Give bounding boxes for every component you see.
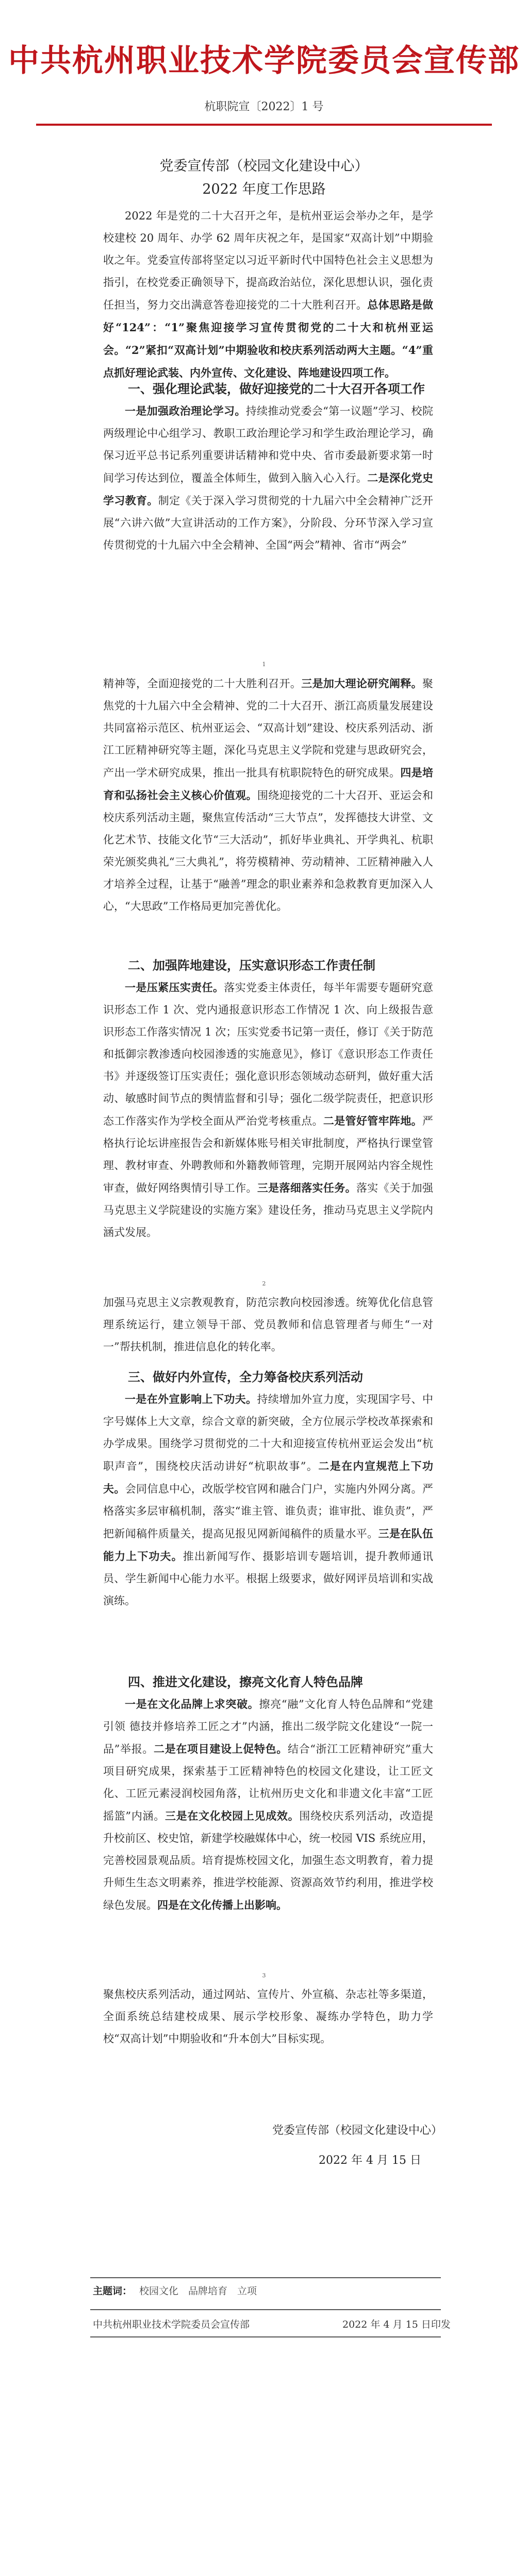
s4-bold1: 一是在文化品牌上求突破。 bbox=[125, 1698, 259, 1710]
section3-heading: 三、做好内外宣传，全力筹备校庆系列活动 bbox=[128, 1370, 363, 1384]
footer-top-rule bbox=[90, 2277, 441, 2278]
intro-bold: 总体思路是做好“124”：“1”聚焦迎接学习宣传贯彻党的二十大和杭州亚运会。“2”紧扣“双高计划”中期验收和校庆系列活动两大主题。“4”重点抓好理论武装、内外宣传、文化建设、阵地建设四项工作。 bbox=[103, 298, 434, 379]
s2-text3: 落实《关于加强马克思主义学院建设的实施方案》建设任务，推动马克思主义学院内涵式发展。 bbox=[103, 1182, 434, 1239]
section1-paragraph1 bbox=[103, 400, 433, 556]
signoff-date: 2022 年 4 月 15 日 bbox=[319, 2154, 421, 2167]
section2-paragraph2 bbox=[103, 1292, 433, 1358]
signoff-department: 党委宣传部（校园文化建设中心） bbox=[272, 2124, 443, 2137]
section4-heading: 四、推进文化建设，擦亮文化育人特色品牌 bbox=[128, 1675, 363, 1689]
keywords-line bbox=[93, 2283, 257, 2297]
s2-text4: 加强马克思主义宗教观教育，防范宗教向校园渗透。统筹优化信息管理系统运行，建立领导干部、党员教师和信息管理者与师生“一对一”帮扶机制，推进信息化的转化率。 bbox=[103, 1296, 433, 1353]
s1-text1: 持续推动党委会“第一议题”学习、校院两级理论中心组学习、教职工政治理论学习和学生政治理论学习，确保习近平总书记系列重要讲话精神和党中央、省市委最新要求第一时间学习传达到位，覆盖全体师生，做到入脑入心入行。 bbox=[103, 405, 433, 484]
keywords-value: 校园文化 品牌培育 立项 bbox=[139, 2285, 257, 2297]
s4-text3: 围绕校庆系列活动，改造提升校前区、校史馆，新建学校融媒体中心，统一校园 VIS 系统应用，完善校园景观品质。培育提炼校园文化，加强生态文明教育，着力提升师生生态文明素养，推进学校能源、资源高效节约利用，推进学校绿色发展。 bbox=[103, 1810, 434, 1911]
s1-text4: 聚焦党的十九届六中全会精神、党的二十大召开、浙江高质量发展建设共同富裕示范区、杭州亚运会、“双高计划”建设、校庆系列活动、浙江工匠精神研究等主题，深化马克思主义学院和党建与思政研究会，产出一学术研究成果，推出一批具有杭职院特色的研究成果。 bbox=[103, 677, 434, 779]
s4-bold3: 三是在文化校园上见成效。 bbox=[164, 1809, 300, 1822]
s1-bold3: 三是加大理论研究阐释。 bbox=[301, 677, 423, 690]
footer-middle-rule bbox=[90, 2309, 441, 2310]
s3-bold1: 一是在外宣影响上下功夫。 bbox=[125, 1393, 257, 1405]
footer-issuer: 中共杭州职业技术学院委员会宣传部 bbox=[93, 2319, 250, 2330]
section2-paragraph1 bbox=[103, 976, 433, 1244]
footer-print-date: 2022 年 4 月 15 日印发 bbox=[342, 2319, 451, 2330]
s4-text2: 结合“浙江工匠精神研究”重大项目研究成果，探索基于工匠精神特色的校园文化建设，让工匠文化、工匠元素浸润校园角落，让杭州历史文化和非遗文化丰富“工匠摇篮”内涵。 bbox=[103, 1743, 433, 1822]
s1-text2: 制定《关于深入学习贯彻党的十九届六中全会精神广泛开展“六讲六做”大宣讲活动的工作方案》，分阶段、分环节深入学习宣传贯彻党的十九届六中全会精神、全国“两会”精神、省市“两会” bbox=[103, 495, 434, 551]
s1-bold2: 二是深化党史学习教育。 bbox=[103, 471, 434, 507]
intro-paragraph bbox=[103, 205, 433, 384]
s3-bold2: 二是在内宣规范上下功夫。 bbox=[103, 1460, 433, 1495]
page-number-3: 3 bbox=[262, 1972, 266, 1979]
s3-bold3: 三是在队伍能力上下功夫。 bbox=[103, 1527, 434, 1563]
section4-paragraph2 bbox=[103, 1984, 433, 2050]
section4-paragraph1 bbox=[103, 1693, 433, 1917]
s4-bold4: 四是在文化传播上出影响。 bbox=[157, 1899, 287, 1911]
section1-paragraph2 bbox=[103, 672, 433, 918]
keywords-label: 主题词： bbox=[93, 2285, 133, 2297]
s1-text3: 精神等，全面迎接党的二十大胜利召开。 bbox=[103, 677, 302, 690]
page-number-2: 2 bbox=[262, 1280, 266, 1287]
s2-bold2: 二是管好管牢阵地。 bbox=[323, 1114, 423, 1127]
section3-paragraph bbox=[103, 1388, 433, 1612]
s3-text3: 推出新闻写作、摄影培训专题培训，提升教师通讯员、学生新闻中心能力水平。根据上级要求，做好网评员培训和实战演练。 bbox=[103, 1550, 433, 1607]
s3-text2: 会同信息中心，改版学校官网和融合门户，实施内外网分离。严格落实多层审稿机制，落实“谁主管、谁负责；谁审批、谁负责”，严把新闻稿件质量关，提高见报见网新闻稿件的质量水平。 bbox=[103, 1483, 434, 1540]
s2-text2: 严格执行论坛讲座报告会和新媒体账号相关审批制度，严格执行课堂管理、教材审查、外聘教师和外籍教师管理，完期开展网站内容全规性审查，做好网络舆情引导工作。 bbox=[103, 1115, 434, 1194]
section1-heading: 一、强化理论武装，做好迎接党的二十大召开各项工作 bbox=[128, 382, 425, 396]
s3-text1: 持续增加外宣力度，实现国字号、中字号媒体上大文章，综合文章的新突破，全方位展示学校改革探索和办学成果。围绕学习贯彻党的二十大和迎接宣传杭州亚运会发出“杭职声音”，围绕校庆活动讲好“杭职故事”。 bbox=[103, 1393, 434, 1472]
s2-bold3: 三是落细落实任务。 bbox=[257, 1181, 356, 1194]
page-number-1: 1 bbox=[262, 661, 266, 668]
intro-text: 2022 年是党的二十大召开之年，是杭州亚运会举办之年，是学校建校 20 周年、办学 62 周年庆祝之年，是国家“双高计划”中期验收之年。党委宣传部将坚定以习近平新时代中国特色社会主义思想为指引，在校党委正确领导下，提高政治站位，深化思想认识，强化责任担当，努力交出满意答卷迎接党的二十大胜利召开。 bbox=[103, 210, 433, 311]
s1-text5: 围绕迎接党的二十大召开、亚运会和校庆系列活动主题，聚焦宣传活动“三大节点”，发挥德技大讲堂、文化艺术节、技能文化节“三大活动”，抓好毕业典礼、开学典礼、杭职荣光颁奖典礼“三大典礼”，将劳模精神、劳动精神、工匠精神融入人才培养全过程，让基于“融善”理念的职业素养和急救教育更加深入人心，“大思政”工作格局更加完善优化。 bbox=[103, 789, 433, 912]
footer-bottom-rule bbox=[90, 2336, 441, 2337]
document-title-line2: 2022 年度工作思路 bbox=[202, 181, 326, 197]
s1-bold4: 四是培育和弘扬社会主义核心价值观。 bbox=[103, 766, 434, 802]
s4-text4: 聚焦校庆系列活动，通过网站、宣传片、外宣稿、杂志社等多渠道，全面系统总结建校成果、展示学校形象、凝练办学特色，助力学校“双高计划”中期验收和“升本创大”目标实现。 bbox=[103, 1988, 433, 2045]
s1-bold1: 一是加强政治理论学习。 bbox=[125, 404, 246, 417]
section2-heading: 二、加强阵地建设，压实意识形态工作责任制 bbox=[128, 958, 375, 973]
s2-text1: 落实党委主体责任，每半年需要专题研究意识形态工作 1 次、党内通报意识形态工作情况 1 次、向上级报告意识形态工作落实情况 1 次；压实党委书记第一责任，修订《关于防范和抵御宗教渗透向校园渗透的实施意见》，修订《意识形态工作责任书》并逐级签订压实责任；强化意识形态领域动态研判，做好重大活动、敏感时间节点的舆情监督和引导；强化二级学院责任，把意识形态工作落实作为学校全面从严治党考核重点。 bbox=[103, 981, 434, 1127]
s4-bold2: 二是在项目建设上促特色。 bbox=[154, 1742, 288, 1755]
s4-text1: 擦亮“融”文化育人特色品牌和“党建引领 德技并修培养工匠之才”内涵，推出二级学院文化建设“一院一品”举报。 bbox=[103, 1698, 433, 1755]
document-title-line1: 党委宣传部（校园文化建设中心） bbox=[159, 158, 369, 174]
s2-bold1: 一是压紧压实责任。 bbox=[125, 981, 224, 994]
header-red-rule bbox=[36, 124, 492, 126]
document-header-title: 中共杭州职业技术学院委员会宣传部 bbox=[8, 43, 520, 79]
document-number: 杭职院宣〔2022〕1 号 bbox=[204, 100, 324, 113]
